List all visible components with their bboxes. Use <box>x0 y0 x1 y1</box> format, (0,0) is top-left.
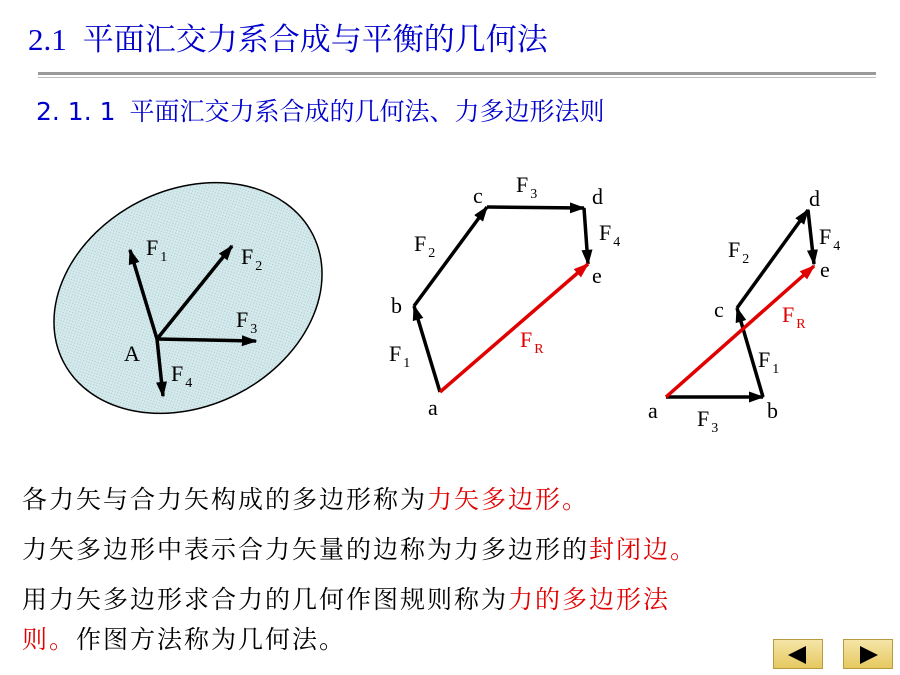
resultant-label-fr: F R <box>520 327 544 357</box>
force-label-f3: F 3 <box>697 406 719 436</box>
point-label-d: d <box>809 186 820 211</box>
subsection-number: 2. 1. 1 <box>36 97 116 126</box>
point-label-e: e <box>592 263 602 288</box>
paragraph-highlight: 力矢多边形。 <box>427 485 590 514</box>
paragraph-highlight: 封闭边。 <box>589 535 698 564</box>
paragraph-line-2 <box>22 535 892 565</box>
figure-middle <box>389 172 620 420</box>
previous-slide-button[interactable] <box>773 639 823 669</box>
point-label-c: c <box>714 297 724 322</box>
paragraph-text: 用力矢多边形求合力的几何作图规则称为 <box>22 585 509 614</box>
point-label-c: c <box>473 183 483 208</box>
force-label-f4: F 4 <box>171 361 193 391</box>
paragraph-line-4 <box>22 625 892 655</box>
point-label-a: A <box>124 341 140 366</box>
polygon-side-f1 <box>414 306 440 392</box>
paragraph-highlight: 则。 <box>22 625 77 654</box>
resultant-label-fr: F R <box>782 302 806 332</box>
resultant-arrow-fr <box>666 266 814 397</box>
force-label-f4: F 4 <box>819 224 841 254</box>
force-label-f2: F 2 <box>414 231 436 261</box>
force-label-f1: F 1 <box>758 347 780 377</box>
point-label-b: b <box>767 398 778 423</box>
next-slide-button[interactable] <box>843 639 893 669</box>
subsection-title: 平面汇交力系合成的几何法、力多边形法则 <box>129 97 605 126</box>
point-label-a: a <box>428 395 438 420</box>
force-label-f2: F 2 <box>241 244 263 274</box>
paragraph-line-1 <box>22 485 892 515</box>
polygon-side-f4 <box>584 208 588 264</box>
point-label-e: e <box>820 257 830 282</box>
point-label-a: a <box>648 398 658 423</box>
polygon-side-f2 <box>414 207 487 306</box>
figure-right <box>648 186 840 436</box>
paragraph-text: 力矢多边形中表示合力矢量的边称为力多边形的 <box>22 535 590 564</box>
polygon-side-f4 <box>808 210 814 264</box>
resultant-arrow-fr <box>440 264 588 392</box>
point-label-b: b <box>391 293 402 318</box>
force-arrow-f3 <box>157 339 256 341</box>
force-label-f3: F 3 <box>516 172 538 202</box>
force-label-f2: F 2 <box>728 237 750 267</box>
section-title: 平面汇交力系合成与平衡的几何法 <box>82 22 548 58</box>
paragraph-text: 各力矢与合力矢构成的多边形称为 <box>22 485 428 514</box>
polygon-side-f3 <box>487 207 584 208</box>
paragraph-text: 作图方法称为几何法。 <box>76 625 347 654</box>
force-label-f4: F 4 <box>599 220 621 250</box>
force-label-f3: F 3 <box>236 307 258 337</box>
figure-left <box>14 138 362 458</box>
paragraph-line-3 <box>22 585 892 615</box>
paragraph-highlight: 力的多边形法 <box>508 585 671 614</box>
section-number: 2.1 <box>28 22 67 57</box>
force-label-f1: F 1 <box>146 235 168 265</box>
point-label-d: d <box>592 184 603 209</box>
force-label-f1: F 1 <box>389 341 411 371</box>
triangle-left-icon <box>788 646 806 664</box>
triangle-right-icon <box>860 646 878 664</box>
